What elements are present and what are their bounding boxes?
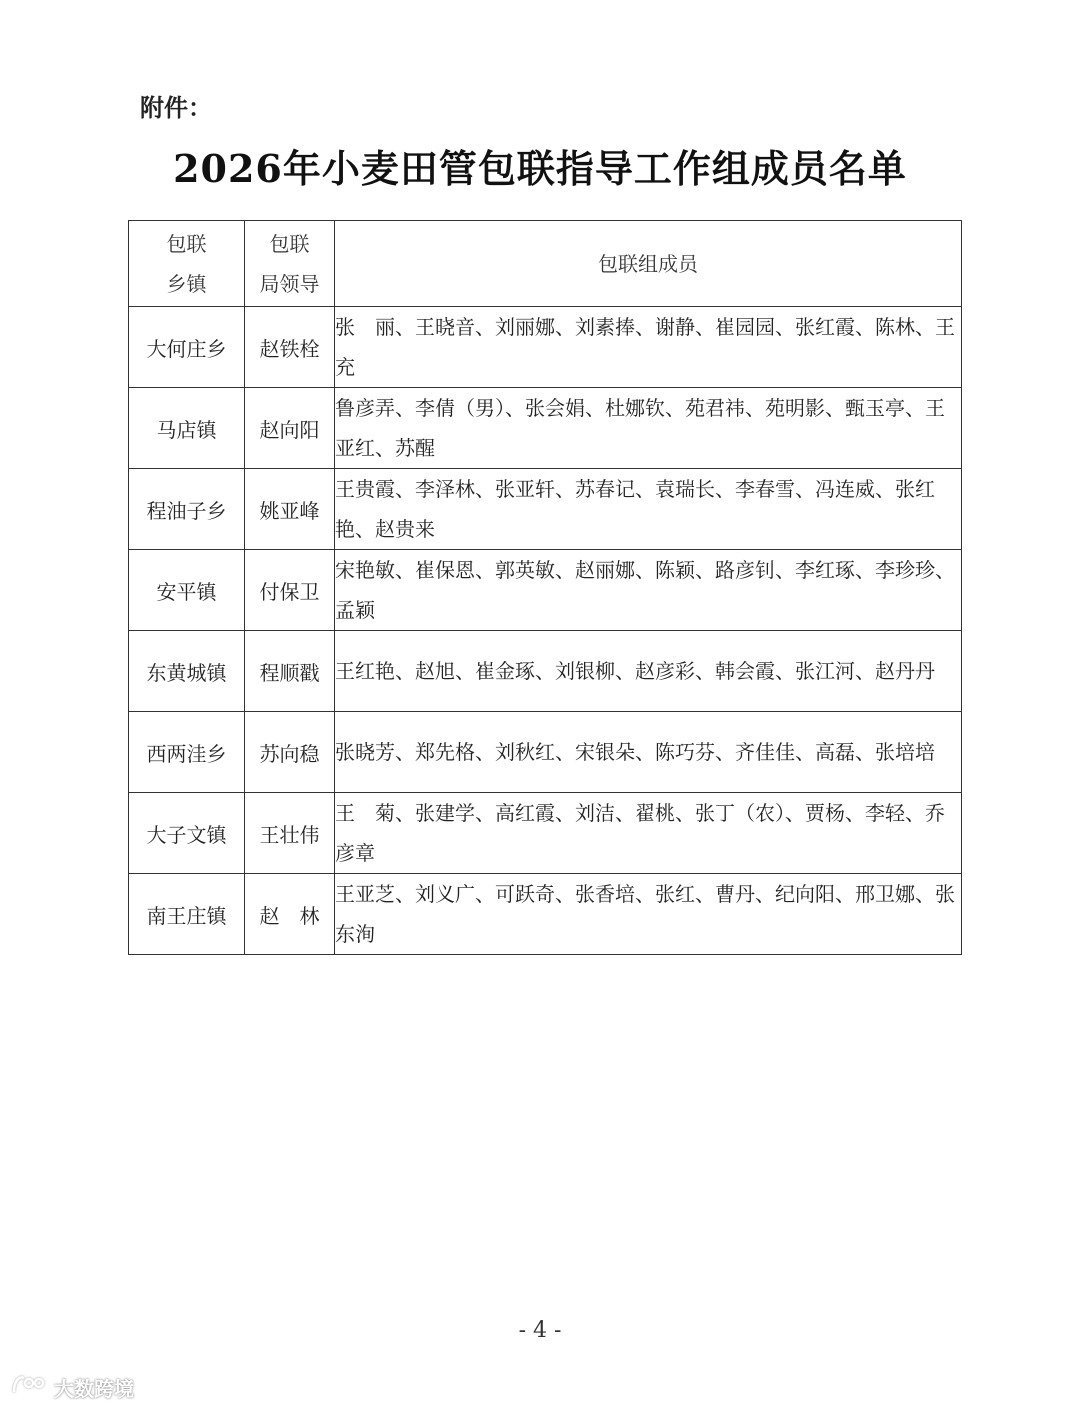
leader-cell: 赵向阳 [245, 388, 335, 469]
watermark-logo-icon [10, 1372, 50, 1402]
roster-table [128, 220, 962, 955]
leader-cell: 付保卫 [245, 550, 335, 631]
leader-cell: 赵 林 [245, 874, 335, 955]
town-cell: 程油子乡 [129, 469, 245, 550]
town-cell: 大子文镇 [129, 793, 245, 874]
watermark-text: 大数跨境 [54, 1376, 134, 1401]
table-row [129, 469, 962, 550]
attachment-label: 附件： [140, 94, 212, 122]
header-members: 包联组成员 [335, 221, 962, 307]
leader-cell: 姚亚峰 [245, 469, 335, 550]
members-cell: 王亚芝、刘义广、可跃奇、张香培、张红、曹丹、纪向阳、邢卫娜、张东洵 [335, 874, 962, 955]
members-cell: 鲁彦弄、李倩（男）、张会娟、杜娜钦、苑君祎、苑明影、甄玉亭、王亚红、苏醒 [335, 388, 962, 469]
town-cell: 安平镇 [129, 550, 245, 631]
members-cell: 宋艳敏、崔保恩、郭英敏、赵丽娜、陈颖、路彦钊、李红琢、李珍珍、孟颖 [335, 550, 962, 631]
table-row [129, 874, 962, 955]
members-cell: 王 菊、张建学、高红霞、刘洁、翟桃、张丁（农）、贾杨、李轻、乔彦章 [335, 793, 962, 874]
town-cell: 马店镇 [129, 388, 245, 469]
header-town-line1: 包联 [166, 231, 207, 256]
table-row [129, 712, 962, 793]
members-cell: 王贵霞、李泽林、张亚轩、苏春记、袁瑞长、李春雪、冯连威、张红艳、赵贵来 [335, 469, 962, 550]
header-leader-line1: 包联 [269, 231, 310, 256]
page-number: - 4 - [518, 1318, 562, 1343]
town-cell: 东黄城镇 [129, 631, 245, 712]
watermark [10, 1372, 134, 1402]
table-row [129, 388, 962, 469]
table-row [129, 631, 962, 712]
members-cell: 王红艳、赵旭、崔金琢、刘银柳、赵彦彩、韩会霞、张江河、赵丹丹 [335, 631, 962, 712]
town-cell: 南王庄镇 [129, 874, 245, 955]
town-cell: 西两洼乡 [129, 712, 245, 793]
leader-cell: 王壮伟 [245, 793, 335, 874]
leader-cell: 苏向稳 [245, 712, 335, 793]
header-leader-line2: 局领导 [259, 271, 320, 296]
table-row [129, 793, 962, 874]
leader-cell: 赵铁栓 [245, 307, 335, 388]
members-cell: 张 丽、王晓音、刘丽娜、刘素捧、谢静、崔园园、张红霞、陈林、王充 [335, 307, 962, 388]
town-cell: 大何庄乡 [129, 307, 245, 388]
table-row [129, 307, 962, 388]
document-title: 2026年小麦田管包联指导工作组成员名单 [173, 146, 907, 191]
leader-cell: 程顺戳 [245, 631, 335, 712]
table-row [129, 550, 962, 631]
header-town-line2: 乡镇 [166, 271, 207, 296]
header-town [129, 221, 245, 307]
header-leader [245, 221, 335, 307]
table-header-row [129, 221, 962, 307]
members-cell: 张晓芳、郑先格、刘秋红、宋银朵、陈巧芬、齐佳佳、高磊、张培培 [335, 712, 962, 793]
